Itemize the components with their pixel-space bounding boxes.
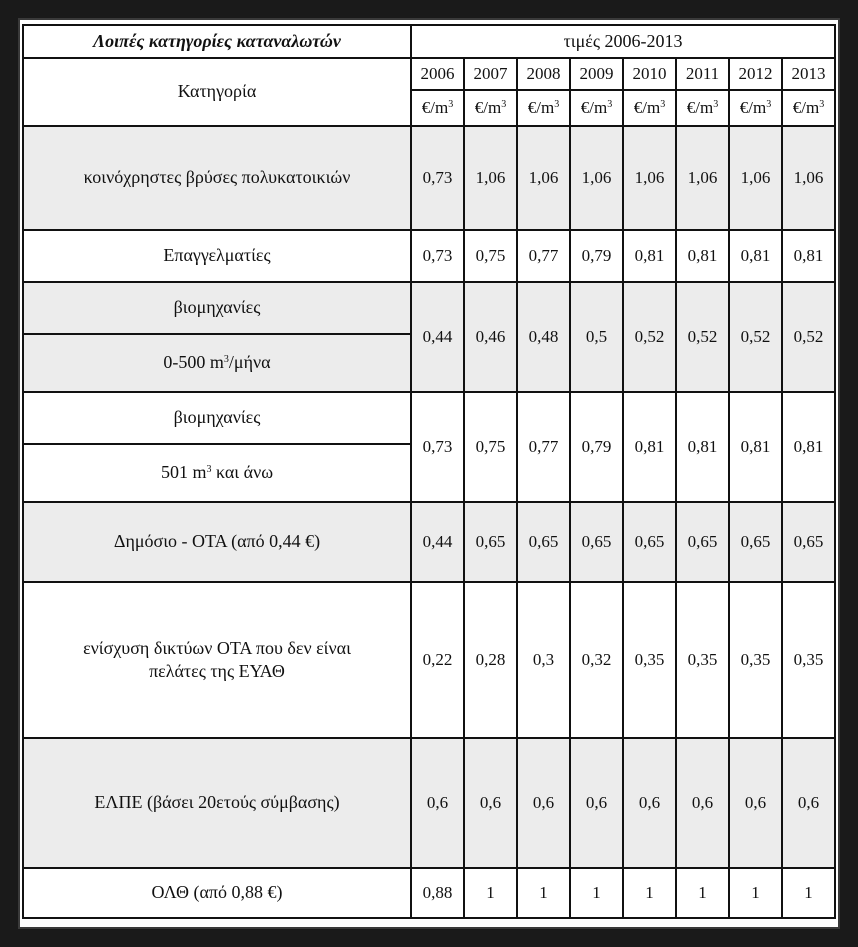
category-cell: Επαγγελματίες xyxy=(23,230,411,282)
table-row xyxy=(23,126,835,230)
value-cell: 0,52 xyxy=(782,282,835,392)
value-cell: 1 xyxy=(676,868,729,918)
unit-header xyxy=(464,90,517,126)
price-table xyxy=(22,24,836,919)
value-cell: 0,52 xyxy=(729,282,782,392)
value-cell: 0,81 xyxy=(782,230,835,282)
value-cell: 0,77 xyxy=(517,230,570,282)
category-cell xyxy=(23,582,411,738)
value-cell: 1,06 xyxy=(729,126,782,230)
unit-label: €/m xyxy=(739,97,767,117)
year-header: 2011 xyxy=(676,58,729,90)
value-cell: 1,06 xyxy=(623,126,676,230)
value-cell: 0,81 xyxy=(676,230,729,282)
value-cell: 1 xyxy=(729,868,782,918)
unit-header xyxy=(623,90,676,126)
unit-header xyxy=(729,90,782,126)
value-cell: 1,06 xyxy=(464,126,517,230)
value-cell: 0,44 xyxy=(411,502,464,582)
value-cell: 0,65 xyxy=(570,502,623,582)
value-cell: 1 xyxy=(570,868,623,918)
subcategory-text: 0-500 m xyxy=(163,352,224,373)
unit-exponent: 3 xyxy=(819,98,825,110)
subcategory-suffix: και άνω xyxy=(211,462,274,483)
unit-label: €/m xyxy=(580,97,608,117)
table-row xyxy=(23,502,835,582)
value-cell: 0,73 xyxy=(411,392,464,502)
value-cell: 0,6 xyxy=(623,738,676,868)
unit-exponent: 3 xyxy=(607,98,613,110)
value-cell: 1 xyxy=(782,868,835,918)
year-header: 2010 xyxy=(623,58,676,90)
unit-exponent: 3 xyxy=(660,98,666,110)
category-cell: βιομηχανίες xyxy=(23,282,411,334)
value-cell: 0,3 xyxy=(517,582,570,738)
value-cell: 0,77 xyxy=(517,392,570,502)
value-cell: 0,6 xyxy=(517,738,570,868)
value-cell: 0,73 xyxy=(411,230,464,282)
subcategory-suffix: /μήνα xyxy=(228,352,271,373)
value-cell: 0,81 xyxy=(729,392,782,502)
table-row xyxy=(23,582,835,738)
table-row xyxy=(23,868,835,918)
value-cell: 0,79 xyxy=(570,392,623,502)
table-row xyxy=(23,738,835,868)
category-cell: ΟΛΘ (από 0,88 €) xyxy=(23,868,411,918)
value-cell: 0,44 xyxy=(411,282,464,392)
value-cell: 0,65 xyxy=(464,502,517,582)
unit-header xyxy=(782,90,835,126)
value-cell: 0,6 xyxy=(782,738,835,868)
category-cell: κοινόχρηστες βρύσες πολυκατοικιών xyxy=(23,126,411,230)
value-cell: 1,06 xyxy=(782,126,835,230)
value-cell: 0,65 xyxy=(782,502,835,582)
value-cell: 0,81 xyxy=(623,392,676,502)
value-cell: 0,75 xyxy=(464,230,517,282)
table-row xyxy=(23,282,835,334)
unit-exponent: 3 xyxy=(766,98,772,110)
value-cell: 0,35 xyxy=(676,582,729,738)
category-line: ενίσχυση δικτύων ΟΤΑ που δεν είναι xyxy=(83,637,351,658)
value-cell: 0,75 xyxy=(464,392,517,502)
year-header: 2008 xyxy=(517,58,570,90)
value-cell: 0,81 xyxy=(676,392,729,502)
unit-exponent: 3 xyxy=(554,98,560,110)
category-line: πελάτες της ΕΥΑΘ xyxy=(149,661,285,681)
value-cell: 0,6 xyxy=(570,738,623,868)
value-cell: 0,35 xyxy=(729,582,782,738)
value-cell: 0,6 xyxy=(411,738,464,868)
unit-header xyxy=(676,90,729,126)
value-cell: 0,65 xyxy=(676,502,729,582)
value-cell: 0,81 xyxy=(729,230,782,282)
value-cell: 1,06 xyxy=(570,126,623,230)
value-cell: 0,79 xyxy=(570,230,623,282)
value-cell: 0,48 xyxy=(517,282,570,392)
year-header: 2013 xyxy=(782,58,835,90)
category-cell: βιομηχανίες xyxy=(23,392,411,444)
year-header: 2009 xyxy=(570,58,623,90)
subcategory-cell xyxy=(23,334,411,392)
year-header: 2006 xyxy=(411,58,464,90)
year-header: 2012 xyxy=(729,58,782,90)
unit-exponent: 3 xyxy=(501,98,507,110)
value-cell: 0,6 xyxy=(729,738,782,868)
category-cell: ΕΛΠΕ (βάσει 20ετούς σύμβασης) xyxy=(23,738,411,868)
unit-header xyxy=(411,90,464,126)
unit-exponent: 3 xyxy=(448,98,454,110)
value-cell: 0,35 xyxy=(623,582,676,738)
unit-label: €/m xyxy=(474,97,502,117)
year-header: 2007 xyxy=(464,58,517,90)
value-cell: 0,6 xyxy=(676,738,729,868)
unit-header xyxy=(570,90,623,126)
table-row xyxy=(23,230,835,282)
value-cell: 0,46 xyxy=(464,282,517,392)
value-cell: 0,65 xyxy=(729,502,782,582)
value-cell: 0,5 xyxy=(570,282,623,392)
value-cell: 0,81 xyxy=(782,392,835,502)
value-cell: 1 xyxy=(464,868,517,918)
value-cell: 1 xyxy=(623,868,676,918)
unit-label: €/m xyxy=(633,97,661,117)
unit-exponent: 3 xyxy=(713,98,719,110)
value-cell: 0,32 xyxy=(570,582,623,738)
value-cell: 0,73 xyxy=(411,126,464,230)
value-cell: 0,65 xyxy=(623,502,676,582)
value-cell: 0,65 xyxy=(517,502,570,582)
value-cell: 0,88 xyxy=(411,868,464,918)
category-cell: Δημόσιο - ΟΤΑ (από 0,44 €) xyxy=(23,502,411,582)
value-cell: 0,81 xyxy=(623,230,676,282)
subcategory-exponent: 3 xyxy=(206,464,212,476)
value-cell: 0,35 xyxy=(782,582,835,738)
unit-label: €/m xyxy=(421,97,449,117)
unit-label: €/m xyxy=(686,97,714,117)
prices-range-header: τιμές 2006-2013 xyxy=(411,25,835,58)
unit-header xyxy=(517,90,570,126)
category-header: Κατηγορία xyxy=(23,58,411,126)
value-cell: 0,6 xyxy=(464,738,517,868)
value-cell: 0,22 xyxy=(411,582,464,738)
value-cell: 0,52 xyxy=(676,282,729,392)
unit-label: €/m xyxy=(527,97,555,117)
subcategory-cell xyxy=(23,444,411,502)
unit-label: €/m xyxy=(792,97,820,117)
value-cell: 1,06 xyxy=(517,126,570,230)
value-cell: 1 xyxy=(517,868,570,918)
value-cell: 0,28 xyxy=(464,582,517,738)
subcategory-text: 501 m xyxy=(160,462,207,483)
table-title: Λοιπές κατηγορίες καταναλωτών xyxy=(23,25,411,58)
table-row xyxy=(23,392,835,444)
value-cell: 1,06 xyxy=(676,126,729,230)
subcategory-exponent: 3 xyxy=(223,354,229,366)
value-cell: 0,52 xyxy=(623,282,676,392)
